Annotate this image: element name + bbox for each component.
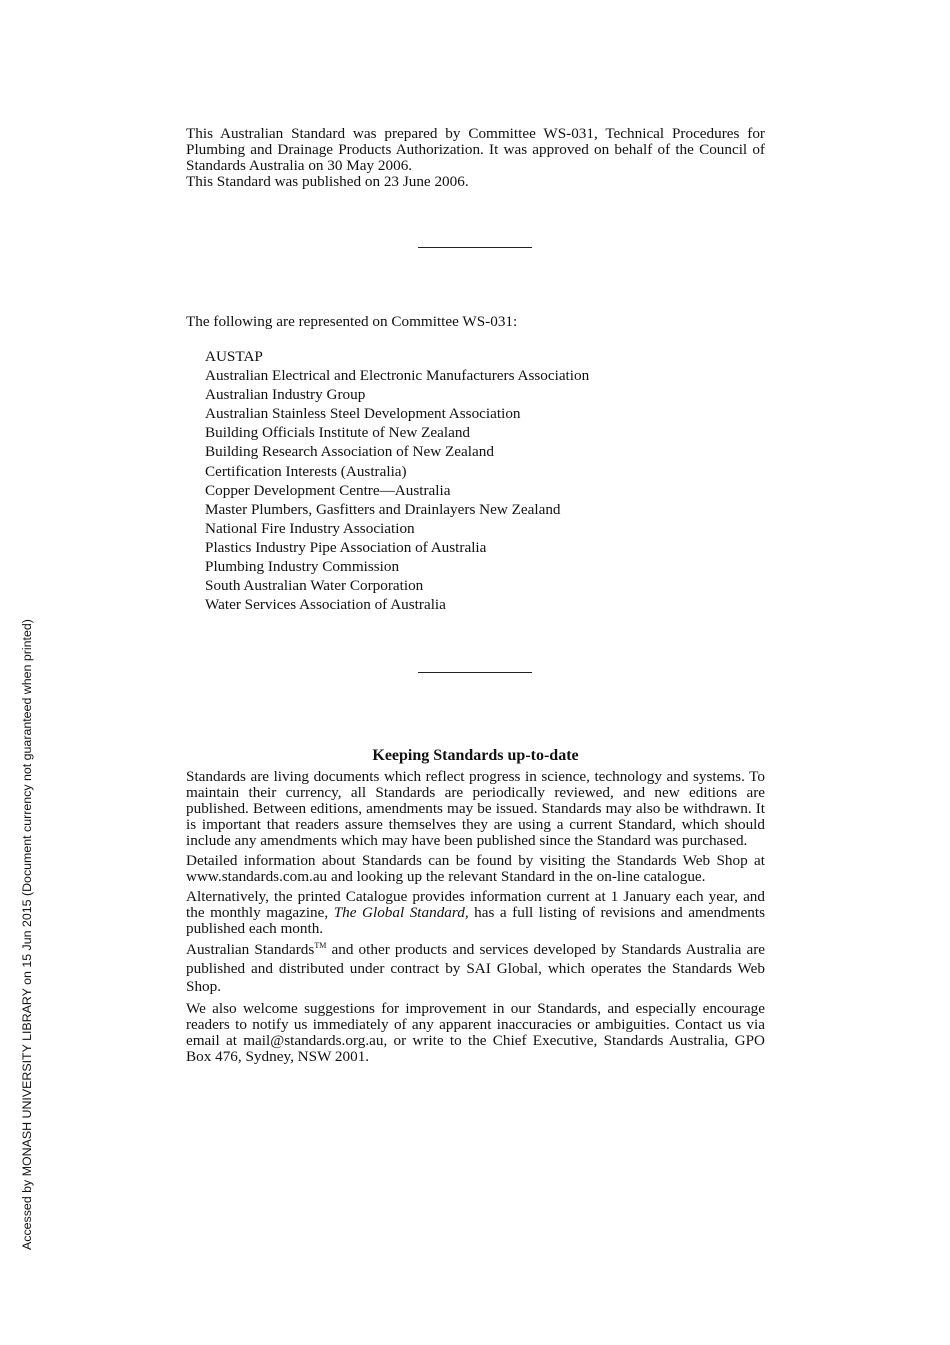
- living-documents-paragraph: Standards are living documents which reflect progress in science, technology and systems. To maintain their currency, all Standards are periodically reviewed, and new editions are published. Between editions, amendments may be issued. Standards may also be withdrawn. It is important that readers assure themselves they are using a current Standard, which should include any amendments which may have been published since the Standard was purchased.: [186, 768, 765, 849]
- keeping-standards-heading: Keeping Standards up-to-date: [372, 747, 579, 764]
- committee-member: Building Research Association of New Zealand: [205, 443, 494, 461]
- committee-member: Plumbing Industry Commission: [205, 558, 400, 576]
- magazine-title: The Global Standard: [333, 904, 465, 921]
- publication-date-paragraph: This Standard was published on 23 June 2006.: [186, 173, 469, 190]
- committee-member: Plastics Industry Pipe Association of Australia: [205, 538, 487, 556]
- web-shop-paragraph: Detailed information about Standards can be found by visiting the Standards Web Shop at www.standards.com.au and looking up the relevant Standard in the on-line catalogue.: [186, 852, 765, 885]
- committee-member: Certification Interests (Australia): [205, 462, 407, 480]
- committee-member: Copper Development Centre—Australia: [205, 481, 451, 499]
- committee-member: South Australian Water Corporation: [205, 577, 424, 595]
- sai-global-paragraph: Australian Standards™ and other products and services developed by Standards Australia are published and distributed under contract by SAI Global, which operates the Standards Web Shop.: [186, 941, 765, 995]
- committee-member: AUSTAP: [205, 348, 263, 365]
- committee-member: Building Officials Institute of New Zealand: [205, 424, 471, 442]
- committee-member: National Fire Industry Association: [205, 519, 415, 537]
- section-divider: [418, 672, 532, 673]
- committee-member: Australian Industry Group: [205, 386, 366, 404]
- catalogue-paragraph: Alternatively, the printed Catalogue provides information current at 1 January each year, and the monthly magazine, The Global Standard, has a full listing of revisions and amendments published each month.: [186, 888, 766, 937]
- committee-representation-intro: The following are represented on Committee WS-031:: [186, 313, 518, 330]
- keeping-standards-body: [186, 769, 765, 1069]
- preparation-notice: [186, 126, 765, 190]
- committee-member: Australian Stainless Steel Development Association: [205, 405, 521, 423]
- committee-member: Water Services Association of Australia: [205, 596, 446, 614]
- committee-member: Master Plumbers, Gasfitters and Drainlayers New Zealand: [205, 500, 561, 518]
- access-watermark-note: Accessed by MONASH UNIVERSITY LIBRARY on 15 Jun 2015 (Document currency not guaranteed when printed): [20, 619, 34, 1250]
- feedback-paragraph: We also welcome suggestions for improvement in our Standards, and especially encourage readers to notify us immediately of any apparent inaccuracies or ambiguities. Contact us via email at mail@standards.org.au, or write to the Chief Executive, Standards Australia, GPO Box 476, Sydney, NSW 2001.: [186, 999, 765, 1065]
- preparation-paragraph: This Australian Standard was prepared by Committee WS-031, Technical Procedures for Plumbing and Drainage Products Authorization. It was approved on behalf of the Council of Standards Australia on 30 May 2006.: [186, 125, 765, 174]
- section-divider: [418, 247, 532, 248]
- committee-member-list: [205, 347, 589, 614]
- trademark-mark: TM: [314, 941, 327, 950]
- committee-member: Australian Electrical and Electronic Manufacturers Association: [205, 367, 590, 385]
